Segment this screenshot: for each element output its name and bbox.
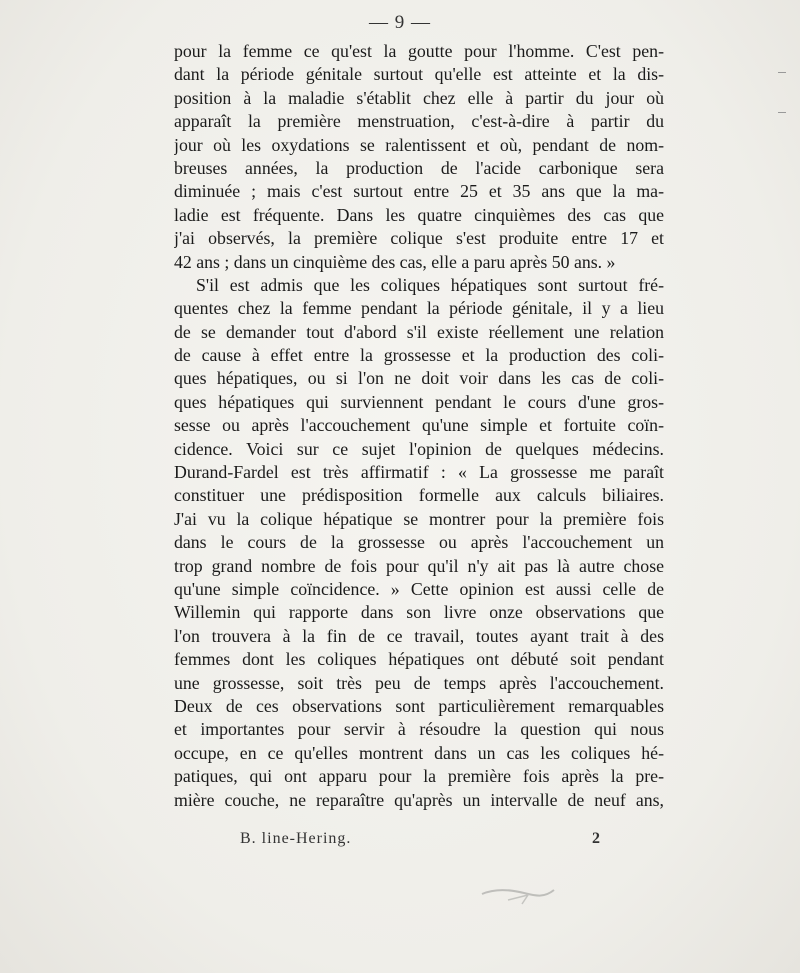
body-text bbox=[174, 40, 664, 812]
printer-signature: B. line-Hering. bbox=[240, 830, 352, 847]
text-line: j'ai observés, la première colique s'est produite entre 17 et bbox=[174, 228, 664, 249]
text-line: qu'une simple coïncidence. » Cette opinion est aussi celle de bbox=[174, 578, 664, 599]
text-line: constituer une prédisposition formelle aux calculs biliaires. bbox=[174, 485, 664, 506]
text-line: occupe, en ce qu'elles montrent dans un cas les coliques hé- bbox=[174, 742, 664, 763]
text-line: de cause à effet entre la grossesse et la production des coli- bbox=[174, 345, 664, 366]
text-line: une grossesse, soit très peu de temps après l'accouchement. bbox=[174, 672, 664, 693]
text-line: breuses années, la production de l'acide carbonique sera bbox=[174, 157, 664, 178]
text-line: dant la période génitale surtout qu'elle est atteinte et la dis- bbox=[174, 64, 664, 85]
text-line: et importantes pour servir à résoudre la question qui nous bbox=[174, 719, 664, 740]
text-line: l'on trouvera à la fin de ce travail, toutes ayant trait à des bbox=[174, 625, 664, 646]
margin-tick-decoration bbox=[778, 72, 786, 73]
text-line: apparaît la première menstruation, c'est-à-dire à partir du bbox=[174, 111, 664, 132]
text-line: diminuée ; mais c'est surtout entre 25 et 35 ans que la ma- bbox=[174, 181, 664, 202]
text-line: position à la maladie s'établit chez elle à partir du jour où bbox=[174, 87, 664, 108]
text-line: dans le cours de la grossesse ou après l'accouchement un bbox=[174, 532, 664, 553]
text-line: pour la femme ce qu'est la goutte pour l'homme. C'est pen- bbox=[174, 41, 664, 61]
paragraph-start-line: S'il est admis que les coliques hépatiques sont surtout fré- bbox=[196, 274, 664, 295]
page-footer bbox=[240, 830, 600, 852]
text-line: jour où les oxydations se ralentissent et où, pendant de nom- bbox=[174, 134, 664, 155]
text-line: Willemin qui rapporte dans son livre onze observations que bbox=[174, 602, 664, 623]
text-line: ques hépatiques qui surviennent pendant le cours d'une gros- bbox=[174, 391, 664, 412]
margin-tick-decoration bbox=[778, 112, 786, 113]
text-line: Deux de ces observations sont particulièrement remarquables bbox=[174, 695, 664, 716]
text-line: ladie est fréquente. Dans les quatre cinquièmes des cas que bbox=[174, 204, 664, 225]
text-line: Durand-Fardel est très affirmatif : « La grossesse me paraît bbox=[174, 462, 664, 483]
text-line: trop grand nombre de fois pour qu'il n'y ait pas là autre chose bbox=[174, 555, 664, 576]
sheet-number: 2 bbox=[592, 830, 600, 847]
text-line: J'ai vu la colique hépatique se montrer pour la première fois bbox=[174, 508, 664, 529]
text-line: cidence. Voici sur ce sujet l'opinion de quelques médecins. bbox=[174, 438, 664, 459]
text-line: femmes dont les coliques hépatiques ont débuté soit pendant bbox=[174, 649, 664, 670]
text-line: mière couche, ne reparaître qu'après un intervalle de neuf ans, bbox=[174, 789, 664, 810]
text-line: patiques, qui ont apparu pour la première fois après la pre- bbox=[174, 766, 664, 787]
text-line: de se demander tout d'abord s'il existe réellement une relation bbox=[174, 321, 664, 342]
text-line: quentes chez la femme pendant la période génitale, il y a lieu bbox=[174, 298, 664, 319]
ink-mark-decoration bbox=[478, 878, 558, 908]
text-line: sesse ou après l'accouchement qu'une simple et fortuite coïn- bbox=[174, 415, 664, 436]
page-number: — 9 — bbox=[369, 12, 431, 33]
text-line: 42 ans ; dans un cinquième des cas, elle a paru après 50 ans. » bbox=[174, 251, 616, 272]
text-line: ques hépatiques, ou si l'on ne doit voir dans les cas de coli- bbox=[174, 368, 664, 389]
